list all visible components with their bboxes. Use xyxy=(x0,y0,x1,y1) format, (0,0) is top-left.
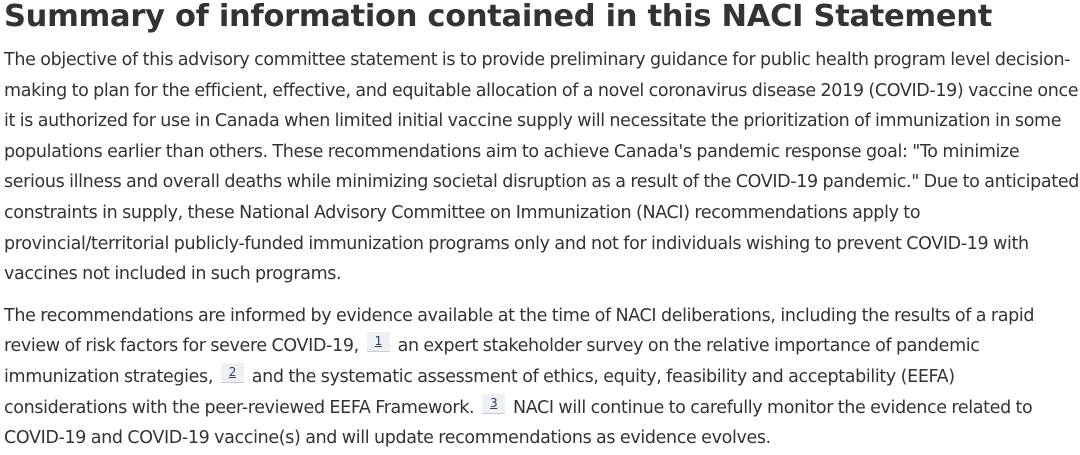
footnote-link-1[interactable]: 1 xyxy=(367,332,390,352)
footnote-link-3[interactable]: 3 xyxy=(482,394,505,414)
evidence-text-part-3: and the systematic assessment of ethics, equity, feasibility and acceptability (EEFA) considerations with the peer-reviewed EEFA Framework. xyxy=(4,366,955,418)
footnote-link-2[interactable]: 2 xyxy=(221,363,244,383)
evidence-text-part-2: an expert stakeholder survey on the relative importance of pandemic immunization strategies, xyxy=(4,336,980,387)
evidence-text-part-1: The recommendations are informed by evidence available at the time of NACI deliberations, including the results of a rapid review of risk factors for severe COVID-19, xyxy=(4,305,1035,357)
evidence-text-part-4: NACI will continue to carefully monitor the evidence related to COVID-19 and COVID-19 vaccine(s) and will update recommendations as evidence evolves. xyxy=(4,397,1033,449)
section-heading: Summary of information contained in this NACI Statement xyxy=(4,0,992,34)
objective-paragraph: The objective of this advisory committee statement is to provide preliminary guidance for public health program level decision-making to plan for the efficient, effective, and equitable allocation of a novel coronavirus disease 2019 (COVID-19) vaccine once it is authorized for use in Canada when limited initial vaccine supply will necessitate the prioritization of immunization in some populations earlier than others. These recommendations aim to achieve Canada's pandemic response goal: "To minimize serious illness and overall deaths while minimizing societal disruption as a result of the COVID-19 pandemic." Due to anticipated constraints in supply, these National Advisory Committee on Immunization (NACI) recommendations apply to provincial/territorial publicly-funded immunization programs only and not for individuals wishing to prevent COVID-19 with vaccines not included in such programs. xyxy=(4,50,1079,285)
evidence-paragraph xyxy=(4,301,1080,454)
